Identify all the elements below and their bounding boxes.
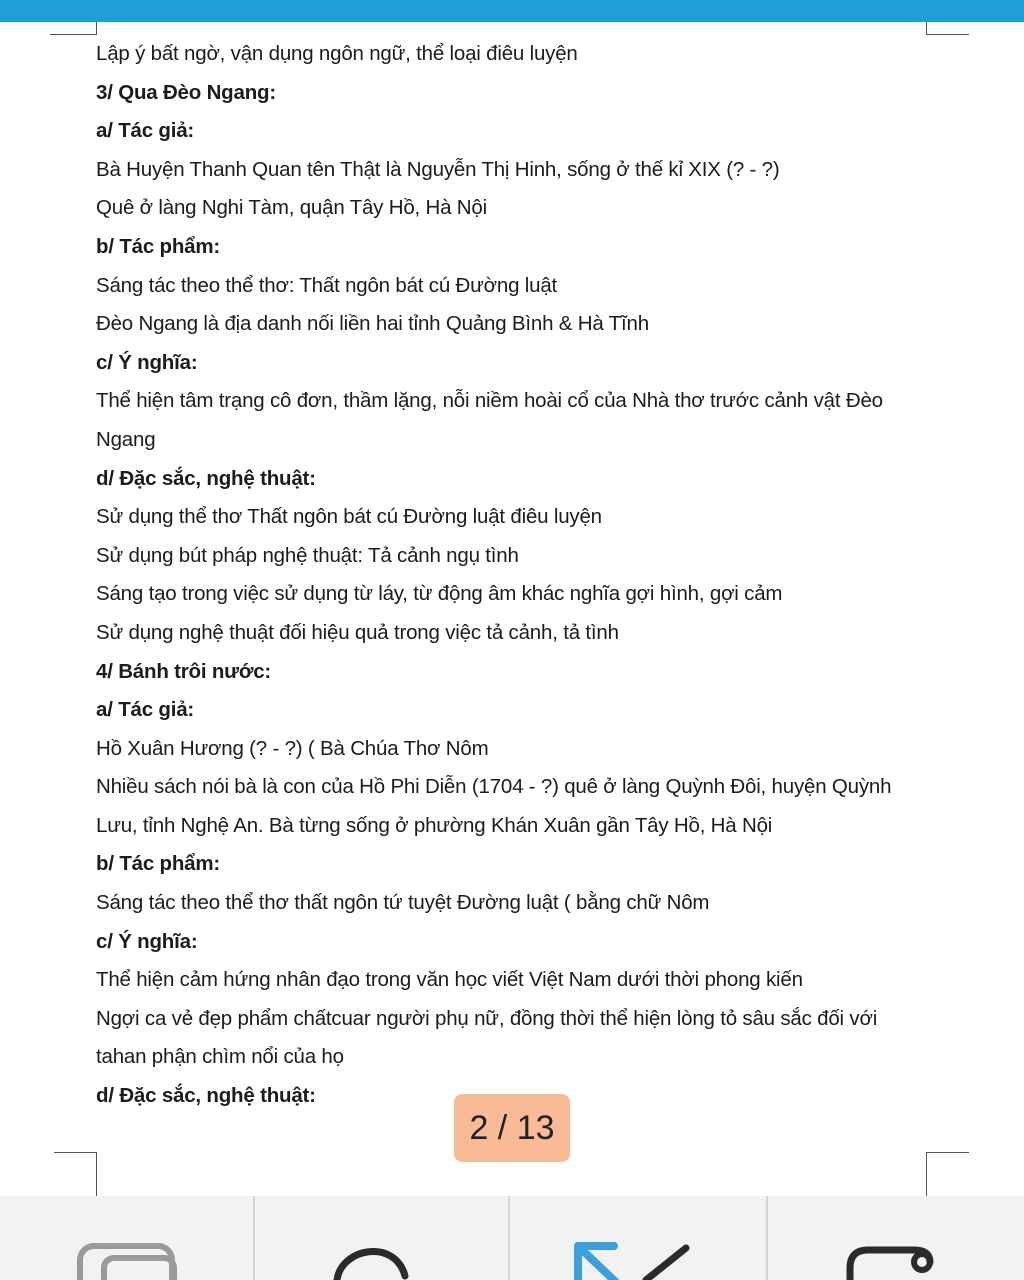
copy-pages-button[interactable] (0, 1196, 253, 1280)
section-heading: b/ Tác phẩm: (96, 234, 221, 258)
text-line: Lập ý bất ngờ, vận dụng ngôn ngữ, thể loại điêu luyện (96, 42, 578, 65)
section-heading: a/ Tác giả: (96, 119, 195, 143)
lasso-icon (255, 1196, 508, 1280)
bottom-toolbar (0, 1196, 1024, 1280)
pen-arrow-button[interactable] (510, 1196, 766, 1280)
note-button[interactable] (768, 1196, 1024, 1280)
text-line: Đèo Ngang là địa danh nối liền hai tỉnh Quảng Bình & Hà Tĩnh (96, 312, 649, 336)
text-line: Sử dụng thể thơ Thất ngôn bát cú Đường luật điêu luyện (96, 505, 602, 529)
text-line: Bà Huyện Thanh Quan tên Thật là Nguyễn Thị Hinh, sống ở thế kỉ XIX (? - ?) (96, 157, 780, 181)
section-heading: 4/ Bánh trôi nước: (96, 659, 272, 683)
text-line: Sáng tạo trong việc sử dụng từ láy, từ động âm khác nghĩa gợi hình, gợi cảm (96, 582, 783, 606)
document-text (96, 35, 916, 1116)
text-line: Nhiều sách nói bà là con của Hồ Phi Diễn (1704 - ?) quê ở làng Quỳnh Đôi, huyện Quỳnh (96, 775, 892, 799)
section-heading: d/ Đặc sắc, nghệ thuật: (96, 1084, 316, 1108)
section-heading: c/ Ý nghĩa: (96, 929, 198, 953)
text-line: Sáng tác theo thể thơ thất ngôn tứ tuyệt Đường luật ( bằng chữ Nôm (96, 891, 710, 915)
pen-arrow-icon (510, 1196, 766, 1280)
section-heading: a/ Tác giả: (96, 698, 195, 722)
section-heading: d/ Đặc sắc, nghệ thuật: (96, 466, 316, 490)
text-line: Thể hiện tâm trạng cô đơn, thầm lặng, nỗi niềm hoài cổ của Nhà thơ trước cảnh vật Đèo (96, 389, 883, 413)
page-indicator[interactable]: 2 / 13 (454, 1094, 570, 1162)
top-status-bar (0, 0, 1024, 22)
document-page[interactable] (0, 22, 1024, 1196)
copy-pages-icon (0, 1196, 253, 1280)
note-icon (768, 1196, 1024, 1280)
text-line: Ngang (96, 427, 156, 451)
text-line: tahan phận chìm nổi của họ (96, 1045, 344, 1069)
crop-mark-top-right (926, 22, 969, 35)
section-heading: 3/ Qua Đèo Ngang: (96, 80, 276, 104)
text-line: Quê ở làng Nghi Tàm, quận Tây Hồ, Hà Nội (96, 196, 487, 220)
text-line: Sử dụng nghệ thuật đối hiệu quả trong việc tả cảnh, tả tình (96, 620, 619, 644)
text-line: Sử dụng bút pháp nghệ thuật: Tả cảnh ngụ tình (96, 543, 519, 567)
section-heading: b/ Tác phẩm: (96, 852, 221, 876)
text-line: Sáng tác theo thể thơ: Thất ngôn bát cú Đường luật (96, 273, 558, 297)
section-heading: c/ Ý nghĩa: (96, 350, 198, 374)
crop-mark-top-left (50, 22, 97, 35)
text-line: Lưu, tỉnh Nghệ An. Bà từng sống ở phường Khán Xuân gần Tây Hồ, Hà Nội (96, 813, 773, 837)
lasso-button[interactable] (255, 1196, 508, 1280)
text-line: Hồ Xuân Hương (? - ?) ( Bà Chúa Thơ Nôm (96, 736, 489, 760)
text-line: Ngợi ca vẻ đẹp phẩm chấtcuar người phụ nữ, đồng thời thể hiện lòng tỏ sâu sắc đối với (96, 1006, 878, 1030)
crop-mark-bottom-left (54, 1152, 97, 1197)
text-line: Thể hiện cảm hứng nhân đạo trong văn học viết Việt Nam dưới thời phong kiến (96, 968, 803, 992)
crop-mark-bottom-right (926, 1152, 969, 1197)
